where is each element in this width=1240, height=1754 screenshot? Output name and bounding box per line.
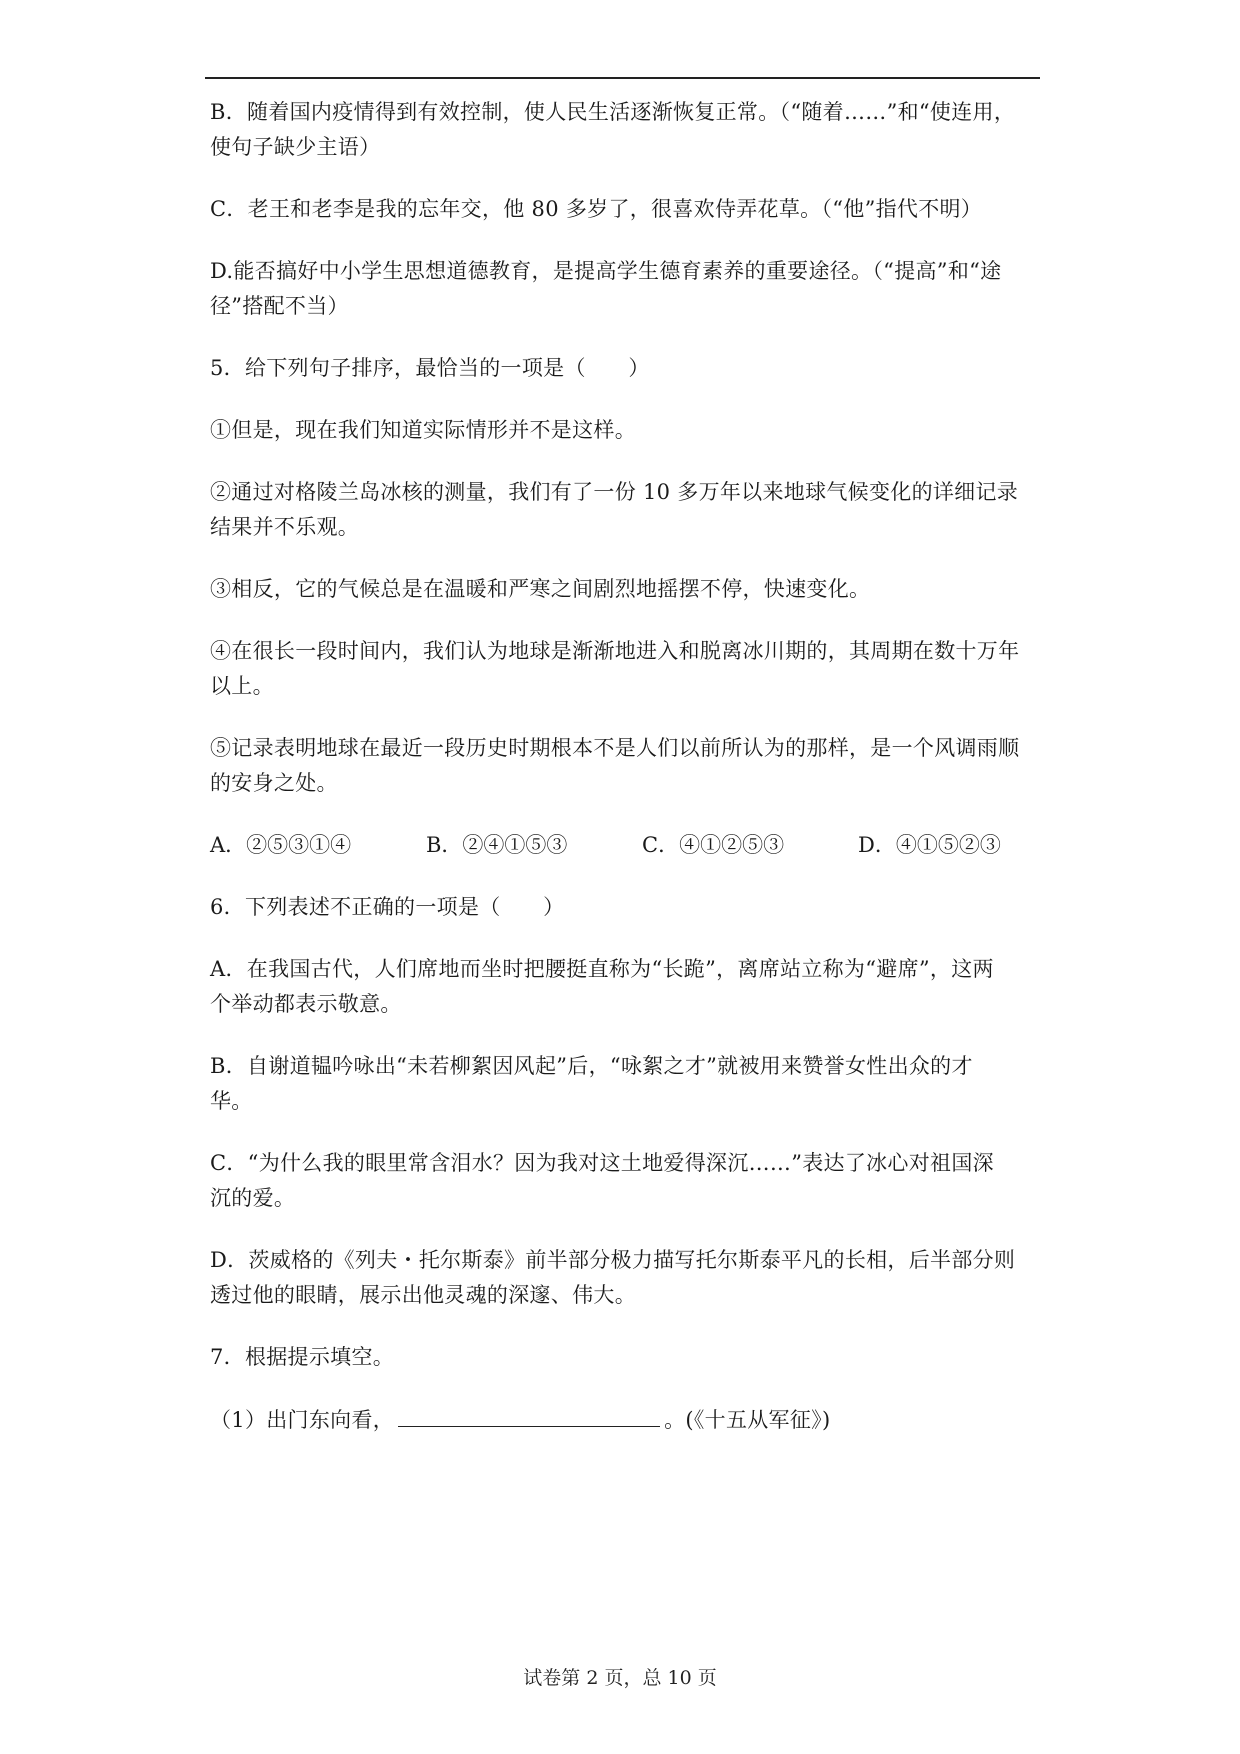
q5-option-a[interactable]: A．②⑤③①④ (210, 833, 352, 857)
q5-option-b[interactable]: B．②④①⑤③ (426, 833, 568, 857)
q4-option-c: C．老王和老李是我的忘年交，他 80 多岁了，很喜欢侍弄花草。（“他”指代不明） (210, 197, 983, 221)
q5-sentence-3: ③相反，它的气候总是在温暖和严寒之间剧烈地摇摆不停，快速变化。 (210, 577, 871, 601)
header-rule (205, 77, 1040, 79)
q5-options (210, 828, 1070, 863)
page-footer: 试卷第 2 页，总 10 页 (523, 1667, 717, 1689)
q5-sentence-2-line1: ②通过对格陵兰岛冰核的测量，我们有了一份 10 多万年以来地球气候变化的详细记录 (210, 480, 1019, 504)
q6-option-a-line2: 个举动都表示敬意。 (210, 992, 402, 1016)
q7-item-1-suffix: 。(《十五从军征》) (664, 1408, 831, 1432)
q5-option-c[interactable]: C．④①②⑤③ (642, 833, 785, 857)
q5-sentence-5-line1: ⑤记录表明地球在最近一段历史时期根本不是人们以前所认为的那样，是一个风调雨顺 (210, 736, 1020, 760)
q6-option-c-line1: C．“为什么我的眼里常含泪水？因为我对这土地爱得深沉……”表达了冰心对祖国深 (210, 1151, 994, 1175)
q5-sentence-2-line2: 结果并不乐观。 (210, 515, 360, 539)
q6-option-b-line2: 华。 (210, 1089, 253, 1113)
q6-option-a-line1: A．在我国古代，人们席地而坐时把腰挺直称为“长跪”，离席站立称为“避席”，这两 (210, 957, 994, 981)
q6-option-c-line2: 沉的爱。 (210, 1186, 296, 1210)
q4-option-d-line1: D.能否搞好中小学生思想道德教育，是提高学生德育素养的重要途径。（“提高”和“途 (210, 259, 1002, 283)
q7-item-1-prefix: （1）出门东向看， (210, 1408, 395, 1432)
q5-sentence-4-line2: 以上。 (210, 674, 274, 698)
q6-option-b-line1: B．自谢道韫吟咏出“未若柳絮因风起”后，“咏絮之才”就被用来赞誉女性出众的才 (210, 1054, 973, 1078)
q6-stem: 6．下列表述不正确的一项是（ ） (210, 895, 565, 919)
q5-sentence-1: ①但是，现在我们知道实际情形并不是这样。 (210, 418, 636, 442)
q7-stem: 7．根据提示填空。 (210, 1345, 395, 1369)
q4-option-d-line2: 径”搭配不当） (210, 294, 349, 318)
exam-content (210, 95, 1070, 1437)
q5-sentence-4-line1: ④在很长一段时间内，我们认为地球是渐渐地进入和脱离冰川期的，其周期在数十万年 (210, 639, 1020, 663)
q7-item-1-blank[interactable] (398, 1402, 660, 1427)
q5-stem: 5．给下列句子排序，最恰当的一项是（ ） (210, 356, 650, 380)
q5-option-d[interactable]: D．④①⑤②③ (858, 833, 1001, 857)
q7-item-1 (210, 1402, 1070, 1437)
q6-option-d-line2: 透过他的眼睛，展示出他灵魂的深邃、伟大。 (210, 1283, 636, 1307)
q6-option-d-line1: D．茨威格的《列夫・托尔斯泰》前半部分极力描写托尔斯泰平凡的长相，后半部分则 (210, 1248, 1016, 1272)
q5-sentence-5-line2: 的安身之处。 (210, 771, 338, 795)
q4-option-b-line2: 使句子缺少主语） (210, 135, 381, 159)
q4-option-b-line1: B．随着国内疫情得到有效控制，使人民生活逐渐恢复正常。（“随着……”和“使连用， (210, 100, 1016, 124)
